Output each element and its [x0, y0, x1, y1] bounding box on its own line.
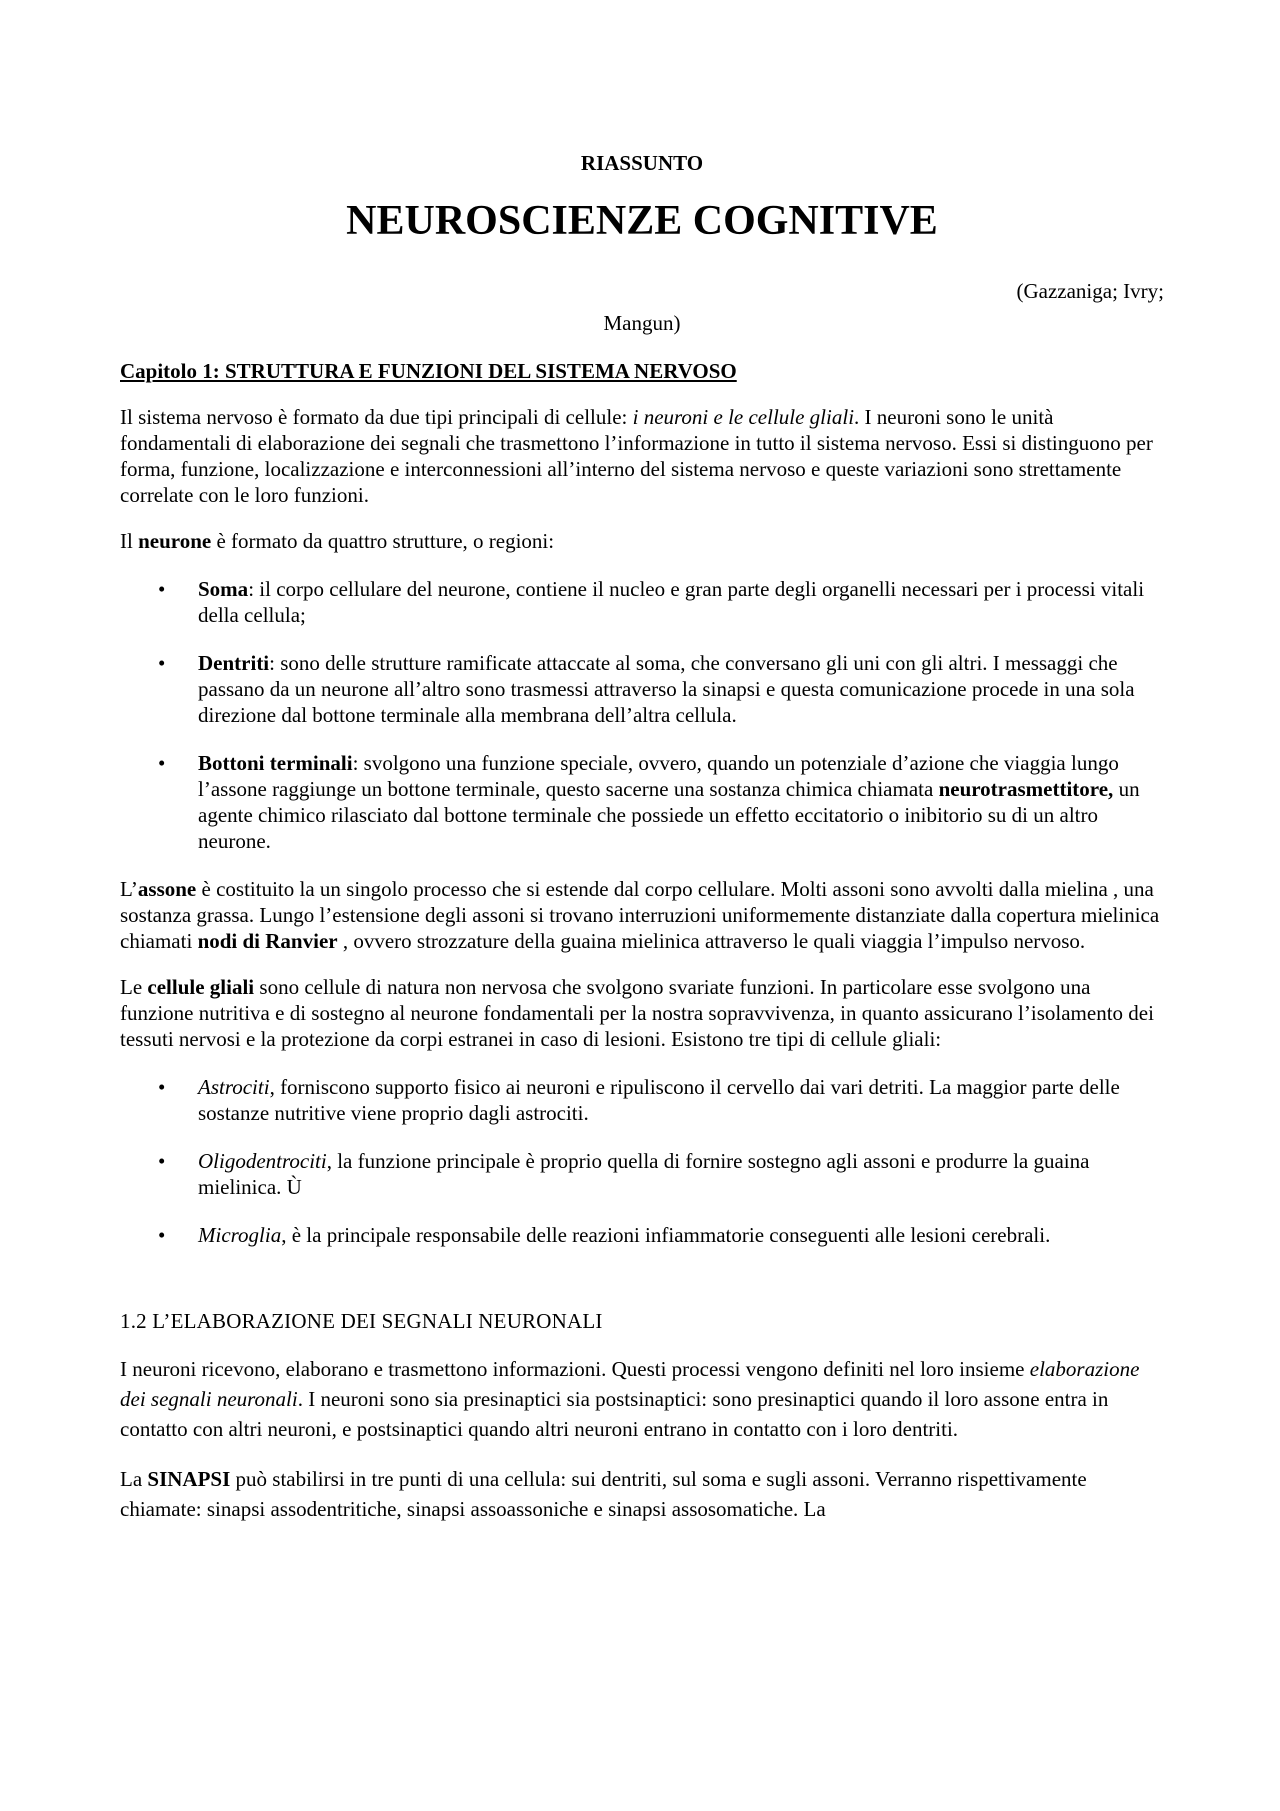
- bullet-glyph: •: [158, 1075, 166, 1099]
- neurone-paragraph: Il neurone è formato da quattro strutture, o regioni:: [120, 529, 555, 553]
- bullet-glyph: •: [158, 651, 166, 675]
- glial-types-list: [120, 1074, 1164, 1248]
- list-item-soma: • Soma: il corpo cellulare del neurone, contiene il nucleo e gran parte degli organelli necessari per i processi vitali della cellula;: [158, 577, 1145, 627]
- chapter-heading: Capitolo 1: STRUTTURA E FUNZIONI DEL SISTEMA NERVOSO: [120, 359, 737, 383]
- page-content: [120, 150, 1164, 1524]
- assone-paragraph: L’assone è costituito la un singolo processo che si estende dal corpo cellulare. Molti assoni sono avvolti dalla mielina , una sostanza grassa. Lungo l’estensione degli assoni si trovano interruzioni uniformemente distanziate dalla copertura mielinica chiamati nodi di Ranvier , ovvero strozzature della guaina mielinica attraverso le quali viaggia l’impulso nervoso.: [120, 877, 1160, 953]
- document-kicker: RIASSUNTO: [580, 151, 704, 175]
- synapse-paragraph: La SINAPSI può stabilirsi in tre punti di una cellula: sui dentriti, sul soma e sugli assoni. Verranno rispettivamente chiamate: sinapsi assodentritiche, sinapsi assoassoniche e sinapsi assosomatiche. La: [120, 1467, 1087, 1521]
- gliali-paragraph: Le cellule gliali sono cellule di natura non nervosa che svolgono svariate funzioni. In particolare esse svolgono una funzione nutritiva e di sostegno al neurone fondamentali per la nostra sopravvivenza, in quanto assicurano l’isolamento dei tessuti nervosi e la protezione da corpi estranei in caso di lesioni. Esistono tre tipi di cellule gliali:: [120, 975, 1154, 1051]
- authors-line-1: (Gazzaniga; Ivry;: [1016, 279, 1164, 303]
- list-item-microglia: • Microglia, è la principale responsabile delle reazioni infiammatorie conseguenti alle lesioni cerebrali.: [158, 1223, 1051, 1247]
- list-item-oligodentrociti: • Oligodentrociti, la funzione principale è proprio quella di fornire sostegno agli assoni e produrre la guaina mielinica. Ù: [158, 1149, 1090, 1199]
- neuron-parts-list: [120, 576, 1164, 854]
- bullet-glyph: •: [158, 1223, 166, 1247]
- section-heading: 1.2 L’ELABORAZIONE DEI SEGNALI NEURONALI: [120, 1309, 603, 1333]
- bullet-glyph: •: [158, 577, 166, 601]
- intro-paragraph: Il sistema nervoso è formato da due tipi principali di cellule: i neuroni e le cellule gliali. I neuroni sono le unità fondamentali di elaborazione dei segnali che trasmettono l’informazione in tutto il sistema nervoso. Essi si distinguono per forma, funzione, localizzazione e interconnessioni all’interno del sistema nervoso e queste variazioni sono strettamente correlate con le loro funzioni.: [120, 405, 1153, 507]
- authors-line-2: Mangun): [603, 311, 681, 335]
- list-item-bottoni-terminali: • Bottoni terminali: svolgono una funzione speciale, ovvero, quando un potenziale d’azione che viaggia lungo l’assone raggiunge un bottone terminale, questo sacerne una sostanza chimica chiamata neurotrasmettitore, un agente chimico rilasciato dal bottone terminale che possiede un effetto eccitatorio o inibitorio su di un altro neurone.: [158, 751, 1140, 853]
- bullet-glyph: •: [158, 751, 166, 775]
- list-item-dentriti: • Dentriti: sono delle strutture ramificate attaccate al soma, che conversano gli uni con gli altri. I messaggi che passano da un neurone all’altro sono trasmessi attraverso la sinapsi e questa comunicazione procede in una sola direzione dal bottone terminale alla membrana dell’altra cellula.: [158, 651, 1135, 727]
- document-title: NEUROSCIENZE COGNITIVE: [346, 198, 938, 244]
- signal-processing-paragraph: I neuroni ricevono, elaborano e trasmettono informazioni. Questi processi vengono definiti nel loro insieme elaborazione dei segnali neuronali. I neuroni sono sia presinaptici sia postsinaptici: sono presinaptici quando il loro assone entra in contatto con altri neuroni, e postsinaptici quando altri neuroni entrano in contatto con i loro dentriti.: [120, 1357, 1140, 1441]
- bullet-glyph: •: [158, 1149, 166, 1173]
- list-item-astrociti: • Astrociti, forniscono supporto fisico ai neuroni e ripuliscono il cervello dai vari detriti. La maggior parte delle sostanze nutritive viene proprio dagli astrociti.: [158, 1075, 1120, 1125]
